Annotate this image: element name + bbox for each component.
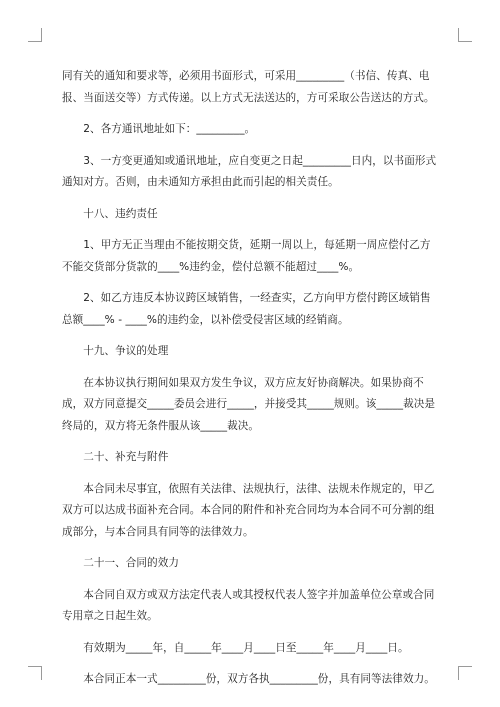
crop-mark-top-right bbox=[458, 28, 472, 42]
section-heading-19: 十九、争议的处理 bbox=[83, 345, 169, 357]
paragraph-validity-period: 有效期为_____年，自_____年____月____日至_____年____月____日。 bbox=[83, 641, 409, 654]
paragraph-effective: 本合同自双方或双方法定代表人或其授权代表人签字并加盖单位公章或合同专用章之日起生效。 bbox=[62, 588, 435, 622]
document-body bbox=[62, 66, 440, 701]
section-heading-18: 十八、违约责任 bbox=[83, 207, 158, 220]
crop-mark-top-left bbox=[28, 28, 42, 42]
crop-mark-bottom-right bbox=[458, 666, 472, 680]
paragraph-copies: 本合同正本一式_________份，双方各执_________份，具有同等法律效力。 bbox=[83, 673, 435, 685]
section-heading-21: 二十一、合同的效力 bbox=[83, 557, 179, 569]
crop-mark-bottom-left bbox=[28, 666, 42, 680]
paragraph-notice-method: 同有关的通知和要求等，必须用书面形式，可采用_________（书信、传真、电报、当面送交等）方式传递。以上方式无法送达的，方可采取公告送达的方式。 bbox=[62, 70, 435, 104]
paragraph-supplement: 本合同未尽事宜，依照有关法律、法规执行，法律、法规未作规定的，甲乙双方可以达成书面补充合同。本合同的附件和补充合同均为本合同不可分割的组成部分，与本合同具有同等的法律效力。 bbox=[62, 482, 435, 538]
section-heading-20: 二十、补充与附件 bbox=[83, 451, 169, 463]
paragraph-address: 2、各方通讯地址如下：_________。 bbox=[83, 123, 256, 135]
paragraph-late-delivery: 1、甲方无正当理由不能按期交货，延期一周以上，每延期一周应偿付乙方不能交货部分货款的____%违约金，偿付总额不能超过____%。 bbox=[62, 239, 431, 273]
paragraph-dispute: 在本协议执行期间如果双方发生争议，双方应友好协商解决。如果协商不成，双方同意提交_____委员会进行_____，并接受其_____规则。该_____裁决是终局的，双方将无条件服从该_____裁决。 bbox=[62, 376, 436, 432]
paragraph-address-change: 3、一方变更通知或通讯地址，应自变更之日起_________日内，以书面形式通知对方。否则，由未通知方承担由此而引起的相关责任。 bbox=[62, 154, 437, 188]
paragraph-cross-region: 2、如乙方违反本协议跨区域销售，一经查实，乙方向甲方偿付跨区域销售总额____% - ____%的违约金，以补偿受侵害区域的经销商。 bbox=[62, 292, 431, 326]
